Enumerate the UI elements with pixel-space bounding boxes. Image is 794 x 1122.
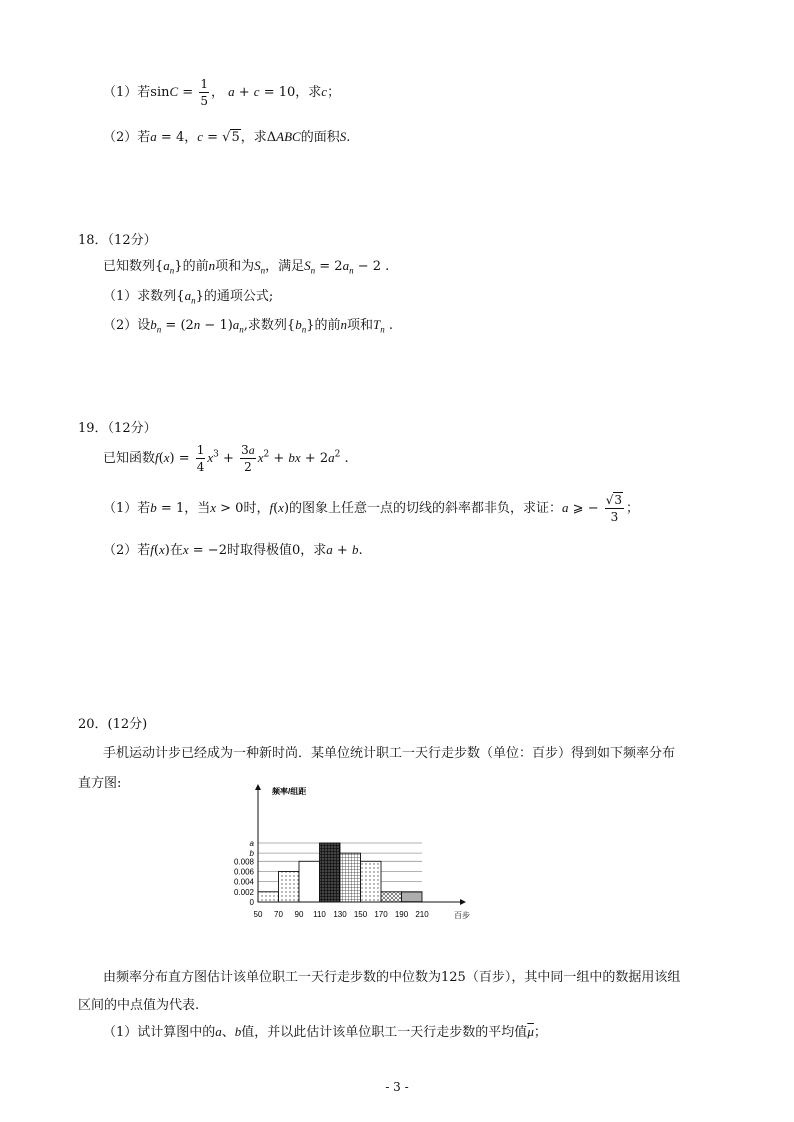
q18-heading: 18．（12分）	[78, 233, 157, 248]
chart-bars	[258, 843, 422, 902]
x-axis-arrow	[460, 899, 466, 905]
q17-part2-text: ，求	[240, 130, 267, 145]
histogram-bar	[258, 892, 279, 902]
histogram-bar	[402, 892, 423, 902]
q17-part2-label: （2）若	[103, 130, 151, 145]
x-tick-label: 70	[274, 910, 283, 919]
y-tick-label: 0.008	[233, 857, 254, 867]
q19-part1: （1）若b = 1，当x > 0时，f(x)的图象上任意一点的切线的斜率都非负，求证：a ⩾ − $\frac{√3}{3}$ ；	[103, 493, 640, 524]
y-axis-label: 频率/组距	[272, 787, 307, 796]
y-tick-label: 0.004	[233, 877, 254, 887]
y-tick-label: 0	[249, 898, 254, 907]
q20-intro-line1: 手机运动计步已经成为一种新时尚．某单位统计职工一天行走步数（单位：百步）得到如下频率分布	[103, 746, 676, 761]
q17-part1-label: （1）若	[103, 85, 151, 100]
q20-after-line2: 区间的中点值为代表.	[78, 998, 200, 1013]
histogram-bar	[299, 861, 320, 902]
x-tick-label: 190	[394, 910, 409, 919]
x-tick-label: 130	[333, 910, 347, 919]
histogram-bar	[279, 871, 300, 902]
q18-part2: （2）设$b_n = (2n - 1)a_n$,求数列$\{b_n\}$的前n项和$T_n$ .	[103, 317, 394, 335]
x-tick-label: 170	[374, 910, 388, 919]
q17-sinc-formula: sinC = $\frac{1}{5}$	[150, 77, 208, 108]
histogram-bar	[340, 853, 361, 902]
q20-intro-line2: 直方图:	[78, 776, 122, 791]
x-tick-label: 210	[415, 910, 429, 919]
q20-after-line1: 由频率分布直方图估计该单位职工一天行走步数的中位数为125（百步），其中同一组中的数据用该组	[103, 970, 681, 985]
y-tick-label: b	[249, 849, 254, 859]
x-tick-label: 50	[253, 910, 263, 919]
q18-part1: （1）求数列$\{a_n\}$的通项公式;	[103, 288, 274, 306]
q17-part2-area: 的面积	[300, 130, 340, 145]
q19-part2: （2）若f(x)在x = −2时取得极值0，求a + b.	[103, 542, 363, 558]
q17-part1-text: ，求	[295, 85, 322, 100]
histogram-bar	[361, 861, 382, 902]
q20-part1: （1）试计算图中的a、b值，并以此估计该单位职工一天行走步数的平均值$\overline{\mu}$；	[103, 1024, 547, 1040]
histogram-bar	[381, 892, 402, 902]
page-number: - 3 -	[385, 1080, 409, 1094]
x-tick-label: 150	[353, 910, 368, 919]
y-tick-label: 0.002	[233, 887, 254, 897]
q17-part2: （2）若a = 4，c = √5，求ΔABC的面积S.	[103, 129, 351, 145]
y-axis-arrow	[255, 784, 261, 790]
q19-heading: 19．（12分）	[78, 421, 157, 436]
x-axis-label: 百步	[454, 911, 470, 920]
q18-given: 已知数列$\{a_n\}$的前n项和为$S_n$，满足$S_n = 2a_n - 2$ .	[103, 258, 390, 276]
step-frequency-histogram	[228, 782, 498, 927]
y-tick-label: a	[249, 838, 254, 848]
q19-given: 已知函数f(x) = $\frac{1}{4}$ $x^3$ + $\frac{3a}{2}$ $x^2$ + bx + $2a^2$ .	[103, 443, 349, 474]
histogram-bar	[320, 843, 341, 902]
x-tick-label: 110	[313, 910, 326, 919]
q20-heading: 20．(12分)	[78, 717, 148, 732]
q17-part1: （1）若sinC = $\frac{1}{5}$ ， a + c = 10，求c；	[103, 77, 341, 108]
y-tick-label: 0.006	[233, 867, 254, 877]
x-tick-label: 90	[294, 910, 304, 919]
